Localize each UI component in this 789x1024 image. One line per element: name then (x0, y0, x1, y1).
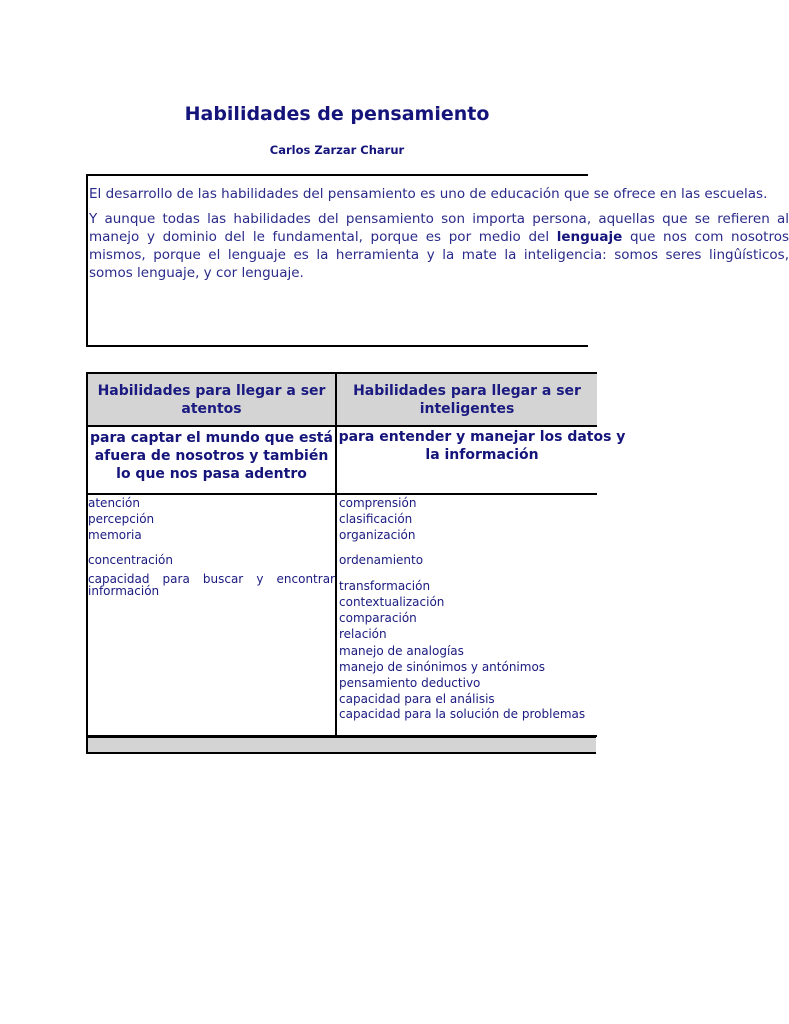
list-item: capacidad para el análisis (339, 692, 495, 706)
column-subheader-attentive: para captar el mundo que está afuera de nosotros y también lo que nos pasa adentro (86, 427, 337, 495)
list-item: contextualización (339, 595, 445, 609)
column-subheader-intelligent (337, 427, 626, 495)
intro-text (89, 185, 789, 282)
intro-paragraph-2-end: que nos com nosotros mismos, porque el lenguaje es la herramienta y la mate la inteligencia: somos seres lingûísticos, somos lenguaje, y cor lenguaje. (89, 229, 789, 281)
list-item: manejo de analogías (339, 644, 464, 658)
column-subheader-intelligent-text: para entender y manejar los datos y la información (338, 429, 626, 463)
intro-bold-word: lenguaje (556, 229, 623, 245)
list-item: clasificación (339, 512, 413, 526)
skills-table (86, 372, 626, 754)
list-item: manejo de sinónimos y antónimos (339, 660, 546, 674)
intro-box (86, 174, 789, 347)
list-item: capacidad para buscar y encontrar información (88, 572, 335, 598)
list-item: atención (88, 496, 140, 510)
list-item: pensamiento deductivo (339, 676, 481, 690)
list-item: organización (339, 528, 416, 542)
table-footer-row (86, 736, 596, 754)
list-item: capacidad para la solución de problemas (339, 707, 586, 721)
intro-paragraph-2 (89, 210, 789, 282)
column-header-intelligent: Habilidades para llegar a ser inteligentes (337, 372, 597, 427)
list-item: relación (339, 627, 387, 641)
list-item: ordenamiento (339, 553, 424, 567)
document-author: Carlos Zarzar Charur (269, 143, 405, 157)
list-item: percepción (88, 512, 155, 526)
attentive-skills-list (86, 495, 337, 737)
document-title: Habilidades de pensamiento (184, 103, 490, 125)
column-header-attentive: Habilidades para llegar a ser atentos (86, 372, 337, 427)
intro-paragraph-2-start: Y aunque todas las habilidades del pensamiento son importa persona, aquellas que se refieren al manejo y dominio del le fundamental, porque es por medio del (89, 211, 789, 245)
list-item: comparación (339, 611, 417, 625)
intelligent-skills-list (337, 495, 597, 737)
list-item: transformación (339, 579, 431, 593)
list-item: memoria (88, 528, 142, 542)
intro-paragraph-1: El desarrollo de las habilidades del pensamiento es uno de educación que se ofrece en las escuelas. (89, 186, 768, 202)
list-item: concentración (88, 553, 174, 567)
list-item: comprensión (339, 496, 417, 510)
